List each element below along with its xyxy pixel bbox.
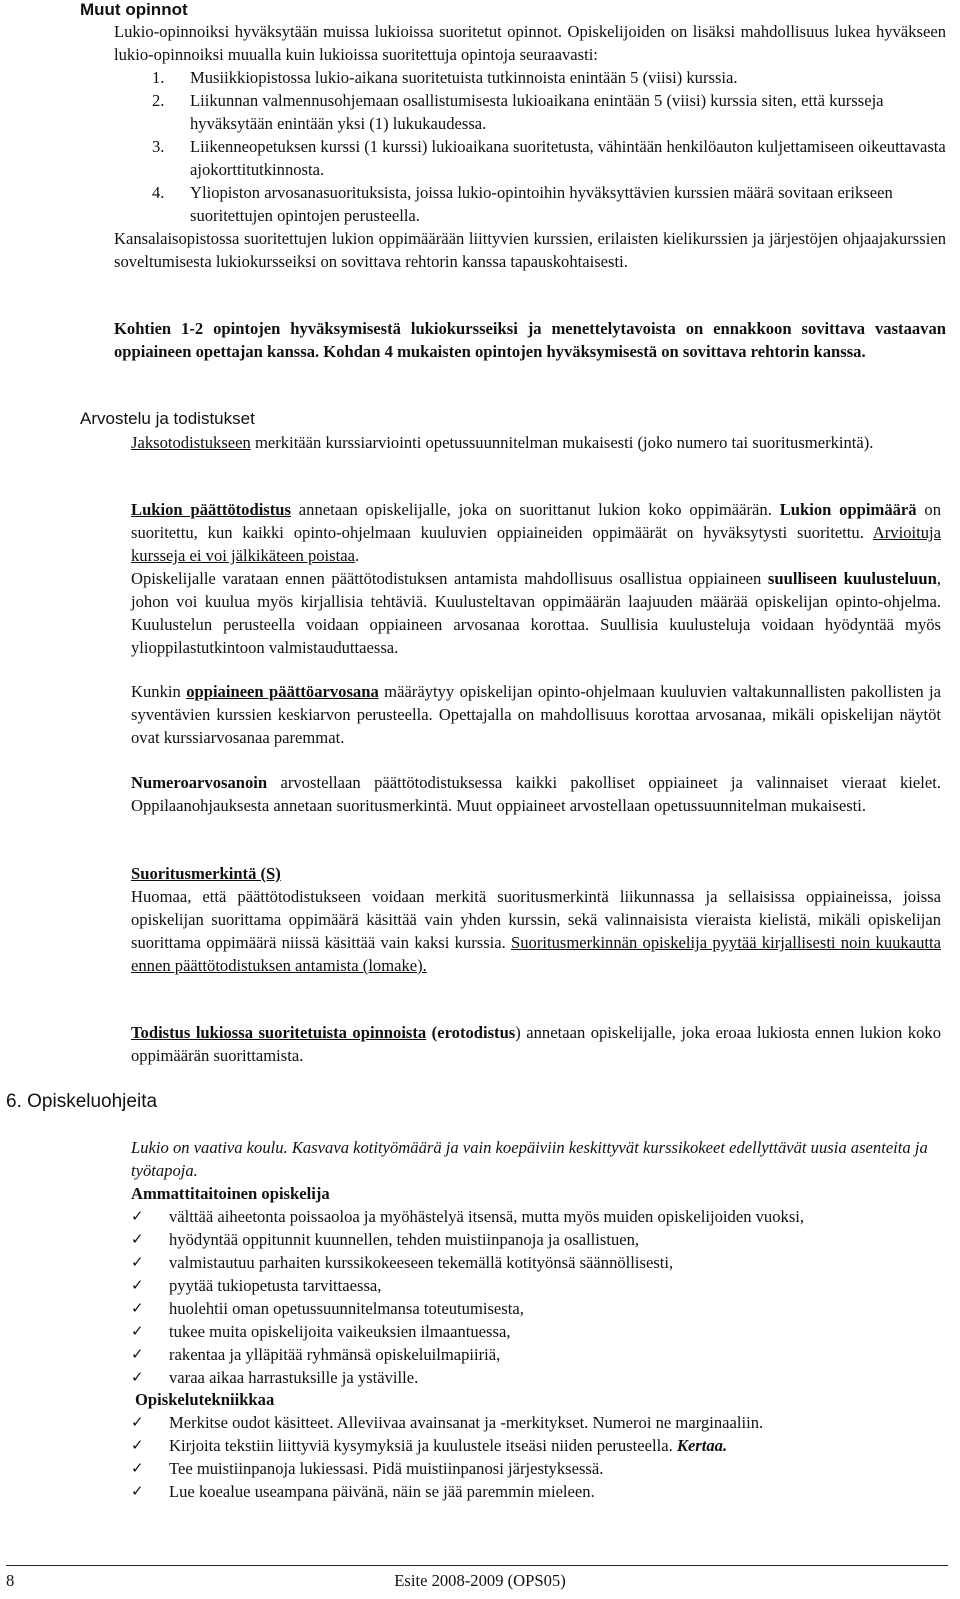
suoritusmerkinta-heading: Suoritusmerkintä (S) bbox=[131, 864, 281, 883]
list-item bbox=[131, 1205, 931, 1228]
numeroarvosana-paragraph bbox=[131, 771, 941, 817]
list-text: huolehtii oman opetussuunnitelmansa toteutumisesta, bbox=[169, 1299, 524, 1318]
paattotodistus-paragraph bbox=[131, 498, 941, 567]
list-text: pyytää tukiopetusta tarvittaessa, bbox=[169, 1276, 382, 1295]
list-text: hyödyntää oppitunnit kuunnellen, tehden muistiinpanoja ja osallistuen, bbox=[169, 1230, 640, 1249]
footer-rule bbox=[6, 1565, 948, 1566]
period: . bbox=[354, 546, 360, 565]
paattoarvosana-term: oppiaineen päättöarvosana bbox=[186, 682, 379, 701]
erotodistus-paragraph bbox=[131, 1021, 941, 1067]
jaksotodistus-term: Jaksotodistukseen bbox=[131, 433, 251, 452]
check-icon: ✓ bbox=[131, 1230, 144, 1248]
footer-document-title: Esite 2008-2009 (OPS05) bbox=[394, 1571, 566, 1590]
kuulustelu-text-a: Opiskelijalle varataan ennen päättötodistuksen antamista mahdollisuus osallistua oppiaineen bbox=[131, 569, 768, 588]
list-text: välttää aiheetonta poissaoloa ja myöhästelyä itsensä, mutta myös muiden opiskelijoiden vuoksi, bbox=[169, 1207, 805, 1226]
approval-note-bold: Kohtien 1-2 opintojen hyväksymisestä lukiokursseiksi ja menettelytavoista on ennakkoon sovittava vastaavan oppiaineen opettajan kanssa. Kohdan 4 mukaisten opintojen hyväksymisestä on sovittava rehtorin kanssa. bbox=[114, 319, 946, 361]
ammattitaitoinen-checklist bbox=[131, 1205, 931, 1389]
muut-intro-paragraph: Lukio-opinnoiksi hyväksytään muissa lukioissa suoritetut opinnot. Opiskelijoiden on lisäksi mahdollisuus lukea hyväkseen lukio-opinnoiksi muualla kuin lukioissa suoritettuja opintoja seuraavasti: bbox=[114, 22, 946, 64]
section-heading-opiskeluohjeita: 6. Opiskeluohjeita bbox=[6, 1091, 158, 1112]
list-text: valmistautuu parhaiten kurssikokeeseen tekemällä kotityönsä säännöllisesti, bbox=[169, 1253, 674, 1272]
list-item bbox=[131, 1366, 931, 1389]
list-text: rakentaa ja ylläpitää ryhmänsä opiskeluilmapiiriä, bbox=[169, 1345, 501, 1364]
list-item bbox=[131, 1343, 931, 1366]
paattotodistus-term: Lukion päättötodistus bbox=[131, 500, 291, 519]
muut-numbered-list bbox=[152, 66, 946, 226]
paattoarvosana-paragraph bbox=[131, 680, 941, 749]
ohjeita-intro-italic: Lukio on vaativa koulu. Kasvava kotityömäärä ja vain koepäiviin keskittyvät kurssikokeet edellyttävät uusia asenteita ja työtapoja. bbox=[131, 1138, 928, 1180]
check-icon: ✓ bbox=[131, 1207, 144, 1225]
jaksotodistus-text: merkitään kurssiarviointi opetussuunnitelman mukaisesti (joko numero tai suoritusmerkintä). bbox=[250, 433, 874, 452]
list-text: Tee muistiinpanoja lukiessasi. Pidä muistiinpanosi järjestyksessä. bbox=[169, 1459, 604, 1478]
suullinen-kuulustelu-term: suulliseen kuulusteluun bbox=[767, 569, 937, 588]
check-icon: ✓ bbox=[131, 1253, 144, 1271]
list-text: Liikenneopetuksen kurssi (1 kurssi) lukioaikana suoritetusta, vähintään henkilöauton kuljettamiseen oikeuttavasta ajokorttitutkinnosta. bbox=[190, 137, 946, 179]
list-text: varaa aikaa harrastuksille ja ystäville. bbox=[169, 1368, 419, 1387]
numeroarvosana-text: arvostellaan päättötodistuksessa kaikki pakolliset oppiaineet ja valinnaiset vieraat kielet. Oppilaanohjauksesta annetaan suoritusmerkintä. Muut oppiaineet arvostellaan opetussuunnitelman mukaisesti. bbox=[131, 773, 941, 815]
kuulustelu-text-b: , johon voi kuulua myös kirjallisia tehtäviä. Kuulusteltavan oppimäärän laajuuden määrää opiskelijan opinto-ohjelma. Kuulustelun perusteella voidaan oppiaineen arvosanaa korottaa. Suullisia kuulusteluja voidaan hyödyntää myös ylioppilastutkintoon valmistauduttaessa. bbox=[131, 569, 941, 657]
list-number: 2. bbox=[152, 91, 165, 110]
check-icon: ✓ bbox=[131, 1436, 144, 1454]
list-text: Yliopiston arvosanasuorituksista, joissa lukio-opintoihin hyväksyttävien kurssien määrä sovitaan erikseen suoritettujen opintojen perusteella. bbox=[190, 183, 893, 225]
suullinen-kuulustelu-paragraph bbox=[131, 567, 941, 659]
list-item bbox=[131, 1251, 931, 1274]
check-icon: ✓ bbox=[131, 1345, 144, 1363]
list-item bbox=[131, 1297, 931, 1320]
list-text: tukee muita opiskelijoita vaikeuksien ilmaantuessa, bbox=[169, 1322, 511, 1341]
check-icon: ✓ bbox=[131, 1322, 144, 1340]
suoritusmerkinta-request-note: Suoritusmerkinnän opiskelija pyytää kirjallisesti noin kuukautta ennen päättötodistuksen antamista (lomake). bbox=[131, 933, 941, 975]
list-text: Lue koealue useampana päivänä, näin se jää paremmin mieleen. bbox=[169, 1482, 595, 1501]
poisto-note: Arvioituja kursseja ei voi jälkikäteen poistaa bbox=[131, 523, 941, 565]
erotodistus-text: ) annetaan opiskelijalle, joka eroaa lukiosta ennen lukion koko oppimäärän suorittamista. bbox=[131, 1023, 941, 1065]
opiskelutekniikka-heading: Opiskelutekniikkaa bbox=[135, 1390, 275, 1409]
list-item bbox=[131, 1434, 931, 1457]
section-heading-muut-opinnot: Muut opinnot bbox=[80, 0, 188, 19]
list-item bbox=[131, 1320, 931, 1343]
suoritusmerkinta-paragraph bbox=[131, 885, 941, 977]
check-icon: ✓ bbox=[131, 1299, 144, 1317]
erotodistus-term: Todistus lukiossa suoritetuista opinnoista bbox=[131, 1023, 427, 1042]
page-number: 8 bbox=[6, 1571, 15, 1590]
kansalaisopisto-paragraph: Kansalaisopistossa suoritettujen lukion oppimäärään liittyvien kurssien, erilaisten kielikurssien ja järjestöjen ohjaajakurssien soveltumisesta lukiokursseiksi on sovittava rehtorin kanssa tapauskohtaisesti. bbox=[114, 229, 946, 271]
list-item bbox=[131, 1480, 931, 1503]
oppimaara-text: on suoritettu, kun kaikki opinto-ohjelmaan kuuluvien oppiaineiden oppimäärät on hyväksytysti suoritettu. bbox=[131, 500, 942, 542]
lukion-oppimaara-term: Lukion oppimäärä bbox=[779, 500, 917, 519]
list-item bbox=[131, 1274, 931, 1297]
list-text: Liikunnan valmennusohjemaan osallistumisesta lukioaikana enintään 5 (viisi) kurssia siten, että kursseja hyväksytään enintään yksi (1) lukukaudessa. bbox=[190, 91, 884, 133]
list-text bbox=[169, 1434, 727, 1457]
check-icon: ✓ bbox=[131, 1276, 144, 1294]
list-text-main: Kirjoita tekstiin liittyviä kysymyksiä ja kuulustele itseäsi niiden perusteella. bbox=[169, 1436, 677, 1455]
opiskelutekniikka-checklist bbox=[131, 1411, 931, 1503]
suoritusmerkinta-text: Huomaa, että päättötodistukseen voidaan merkitä suoritusmerkintä liikunnassa ja sellaisissa oppiaineissa, joissa opiskelijan suorittama oppimäärä käsittää vain yhden kurssin, sekä valinnaisista vieraista kielistä, mikäli opiskelijan suorittama oppimäärä niissä käsittää vain kaksi kurssia. bbox=[131, 887, 941, 952]
list-item bbox=[131, 1411, 931, 1434]
numeroarvosana-term: Numeroarvosanoin bbox=[131, 773, 268, 792]
list-number: 4. bbox=[152, 183, 165, 202]
paattoarvosana-text-b: määräytyy opiskelijan opinto-ohjelmaan kuuluvien valtakunnallisten pakollisten ja syventävien kurssien keskiarvon perusteella. Opettajalla on mahdollisuus korottaa arvosanaa, mikäli opiskelijan näytöt ovat kurssiarvosanaa paremmat. bbox=[131, 682, 941, 747]
list-text: Merkitse oudot käsitteet. Alleviivaa avainsanat ja -merkitykset. Numeroi ne marginaaliin. bbox=[169, 1413, 764, 1432]
list-item bbox=[131, 1228, 931, 1251]
check-icon: ✓ bbox=[131, 1459, 144, 1477]
list-text: Musiikkiopistossa lukio-aikana suoritetuista tutkinnoista enintään 5 (viisi) kurssia. bbox=[190, 68, 738, 87]
check-icon: ✓ bbox=[131, 1413, 144, 1431]
kertaa-emphasis: Kertaa. bbox=[676, 1436, 728, 1455]
ammattitaitoinen-heading: Ammattitaitoinen opiskelija bbox=[131, 1184, 330, 1203]
erotodistus-paren: (erotodistus bbox=[426, 1023, 516, 1042]
list-number: 1. bbox=[152, 68, 165, 87]
paattotodistus-text: annetaan opiskelijalle, joka on suorittanut lukion koko oppimäärän. bbox=[290, 500, 780, 519]
section-heading-arvostelu: Arvostelu ja todistukset bbox=[80, 409, 255, 428]
list-item bbox=[131, 1457, 931, 1480]
check-icon: ✓ bbox=[131, 1368, 144, 1386]
jaksotodistus-paragraph bbox=[131, 431, 941, 454]
check-icon: ✓ bbox=[131, 1482, 144, 1500]
paattoarvosana-text-a: Kunkin bbox=[131, 682, 187, 701]
list-number: 3. bbox=[152, 137, 165, 156]
